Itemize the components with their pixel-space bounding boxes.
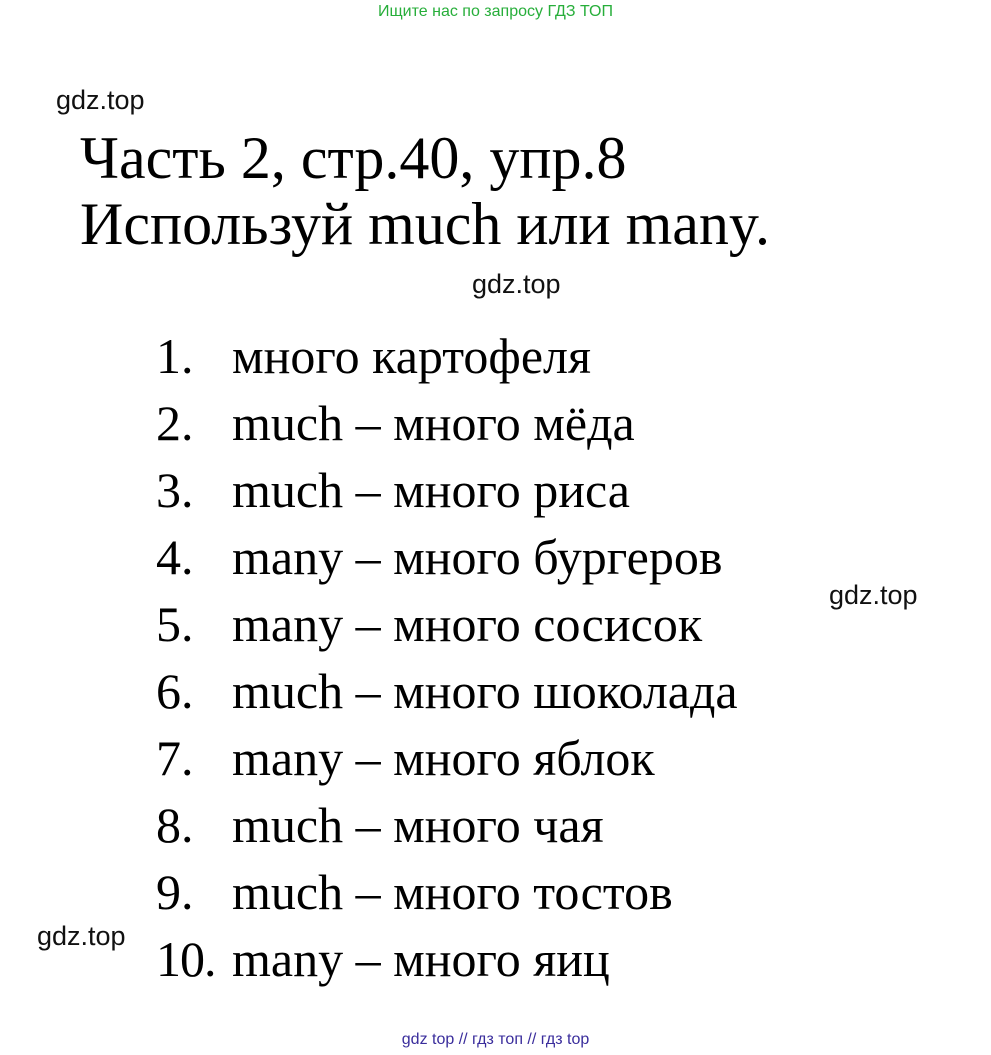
answer-item bbox=[156, 926, 738, 993]
answer-number: 7. bbox=[156, 730, 194, 786]
watermark: gdz.top bbox=[37, 921, 126, 951]
answer-text: many – много бургеров bbox=[232, 529, 723, 585]
task-instruction: Используй much или many. bbox=[80, 191, 770, 257]
answer-list bbox=[156, 323, 738, 993]
watermark: gdz.top bbox=[829, 580, 918, 610]
answer-text: many – много сосисок bbox=[232, 596, 703, 652]
watermark: gdz.top bbox=[56, 85, 145, 115]
answer-item bbox=[156, 792, 738, 859]
page-title: Часть 2, стр.40, упр.8 bbox=[80, 125, 627, 191]
answer-text: many – много яблок bbox=[232, 730, 655, 786]
answer-text: много картофеля bbox=[232, 328, 591, 384]
answer-number: 6. bbox=[156, 663, 194, 719]
answer-number: 1. bbox=[156, 328, 194, 384]
answer-text: much – много шоколада bbox=[232, 663, 738, 719]
answer-item bbox=[156, 457, 738, 524]
footer-links: gdz top // гдз топ // гдз top bbox=[401, 1031, 590, 1048]
answer-text: much – много риса bbox=[232, 462, 630, 518]
answer-number: 4. bbox=[156, 529, 194, 585]
watermark: gdz.top bbox=[472, 269, 561, 299]
answer-number: 3. bbox=[156, 462, 194, 518]
answer-item bbox=[156, 591, 738, 658]
answer-item bbox=[156, 859, 738, 926]
answer-item bbox=[156, 323, 738, 390]
answer-number: 8. bbox=[156, 797, 194, 853]
answer-item bbox=[156, 524, 738, 591]
answer-number: 5. bbox=[156, 596, 194, 652]
answer-item bbox=[156, 390, 738, 457]
top-banner: Ищите нас по запросу ГДЗ ТОП bbox=[378, 3, 613, 20]
answer-text: much – много чая bbox=[232, 797, 604, 853]
answer-text: many – много яиц bbox=[232, 931, 610, 987]
answer-item bbox=[156, 658, 738, 725]
answer-item bbox=[156, 725, 738, 792]
answer-text: much – много тостов bbox=[232, 864, 673, 920]
answer-number: 10. bbox=[156, 931, 216, 987]
answer-text: much – много мёда bbox=[232, 395, 635, 451]
answer-number: 9. bbox=[156, 864, 194, 920]
answer-number: 2. bbox=[156, 395, 194, 451]
